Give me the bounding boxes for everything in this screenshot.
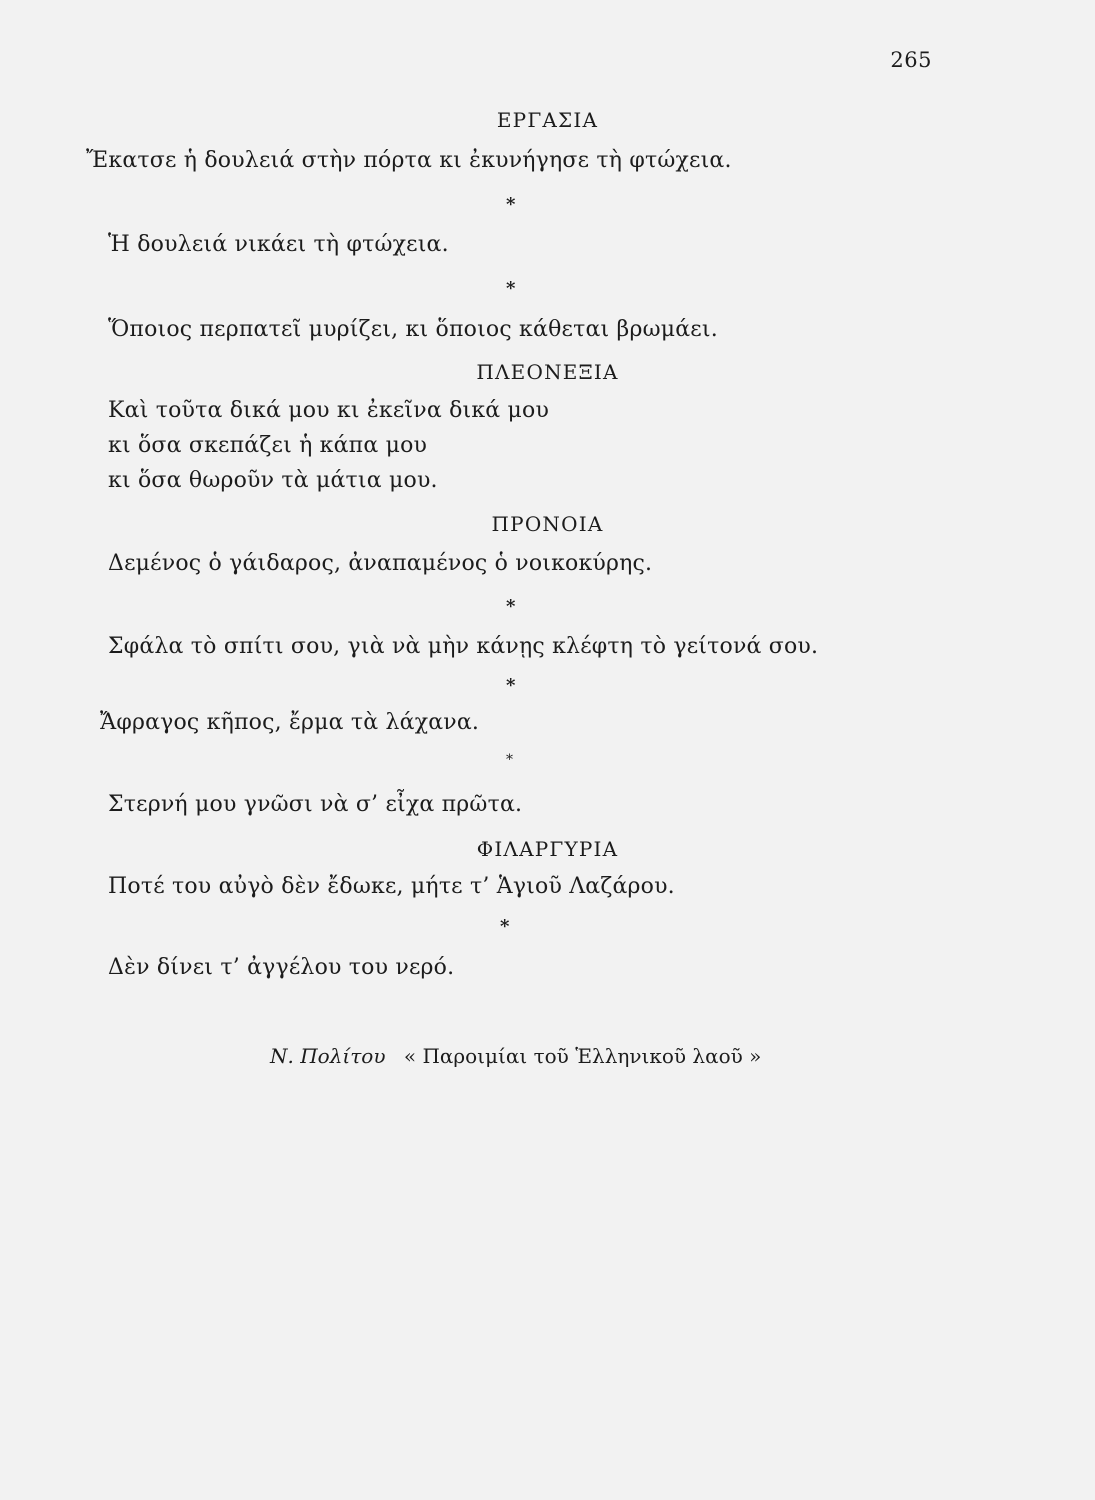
proverb-line: Ποτέ του αὐγὸ δὲν ἔδωκε, μήτε τ’ Ἁγιοῦ Λαζάρου.: [108, 874, 675, 899]
section-title-pleonexia: ΠΛΕΟΝΕΞΙΑ: [476, 360, 619, 384]
section-title-ergasia: ΕΡΓΑΣΙΑ: [496, 108, 599, 132]
separator-star: *: [506, 596, 516, 617]
proverb-line: Στερνή μου γνῶσι νὰ σ’ εἶχα πρῶτα.: [108, 792, 523, 817]
proverb-line: Ὅποιος περπατεῖ μυρίζει, κι ὅποιος κάθεται βρωμάει.: [108, 317, 718, 342]
proverb-line: Ἡ δουλειά νικάει τὴ φτώχεια.: [108, 232, 449, 257]
proverb-line: Δεμένος ὁ γάιδαρος, ἀναπαμένος ὁ νοικοκύρης.: [108, 551, 653, 576]
proverb-line: κι ὅσα σκεπάζει ἡ κάπα μου: [108, 433, 428, 458]
separator-star: *: [506, 278, 516, 299]
separator-star: *: [500, 916, 510, 937]
proverb-line: Δὲν δίνει τ’ ἀγγέλου του νερό.: [108, 955, 455, 980]
proverb-line: Σφάλα τὸ σπίτι σου, γιὰ νὰ μὴν κάνῃς κλέφτη τὸ γείτονά σου.: [108, 634, 819, 659]
section-title-filargyria: ΦΙΛΑΡΓΥΡΙΑ: [476, 837, 619, 861]
separator-star: *: [506, 675, 516, 696]
separator-star: *: [506, 194, 516, 215]
proverb-line: κι ὅσα θωροῦν τὰ μάτια μου.: [108, 468, 438, 493]
source-credit: [270, 1044, 761, 1068]
credit-author: Ν. Πολίτου: [270, 1044, 386, 1068]
proverb-line: Ἔκατσε ἡ δουλειά στὴν πόρτα κι ἐκυνήγησε τὴ φτώχεια.: [86, 148, 732, 173]
separator-star: *: [506, 752, 513, 768]
credit-work: « Παροιμίαι τοῦ Ἑλληνικοῦ λαοῦ »: [403, 1044, 762, 1068]
proverb-line: Ἄφραγος κῆπος, ἔρμα τὰ λάχανα.: [100, 710, 480, 735]
page-number: 265: [890, 48, 932, 72]
section-title-pronoia: ΠΡΟΝΟΙΑ: [491, 512, 604, 536]
proverb-line: Καὶ τοῦτα δικά μου κι ἐκεῖνα δικά μου: [108, 398, 550, 423]
